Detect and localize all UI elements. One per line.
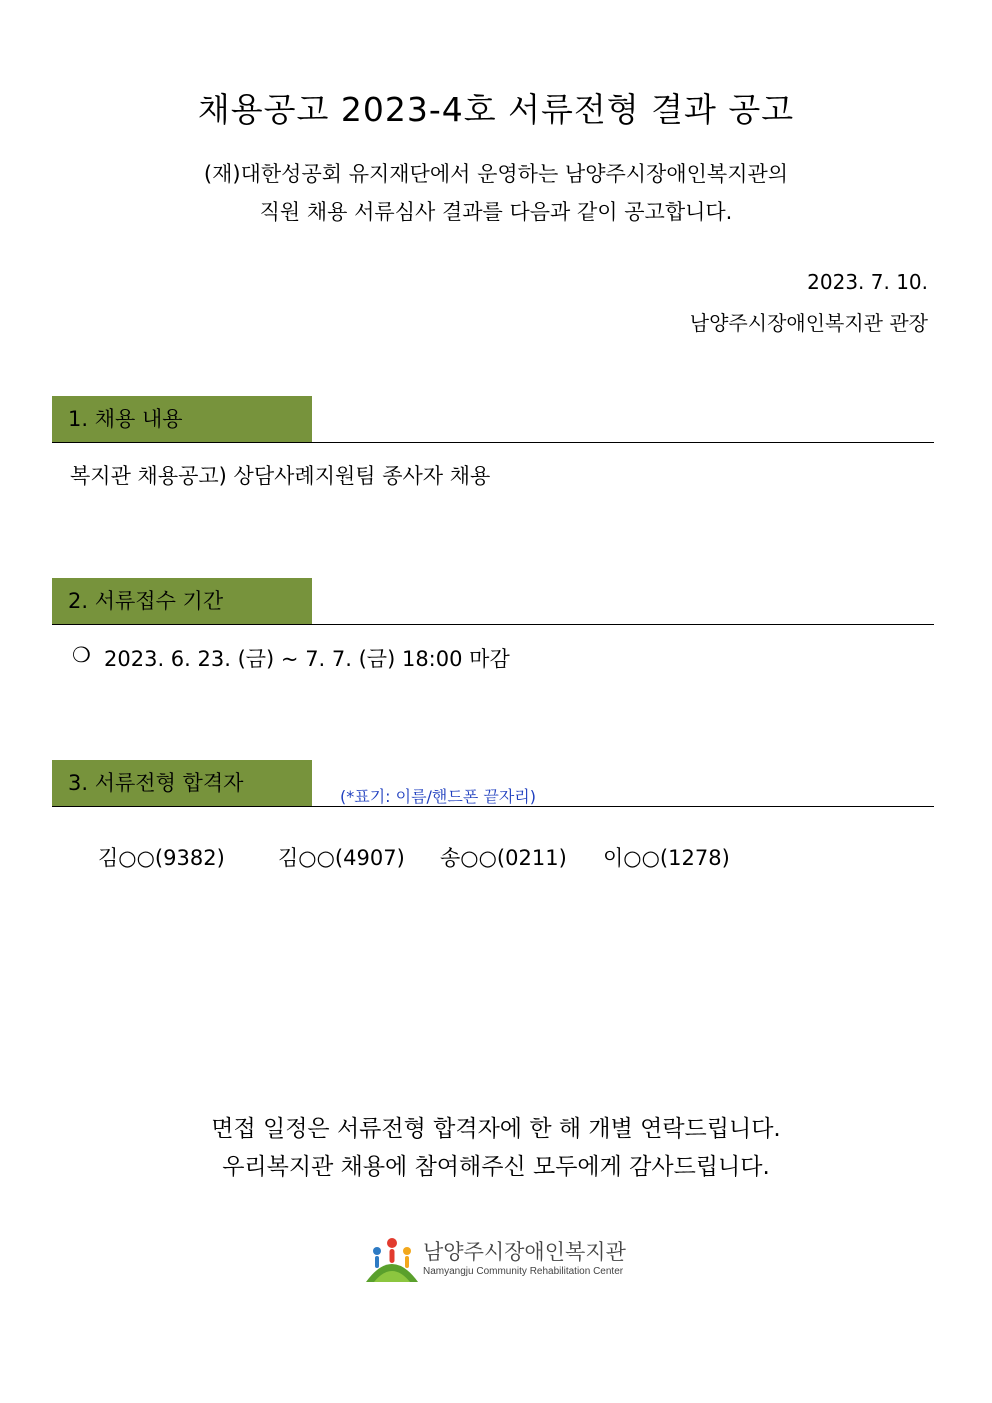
issuer: 남양주시장애인복지관 관장: [689, 311, 928, 335]
candidate-4: 이○○(1278): [603, 846, 730, 870]
section-3-heading: 3. 서류전형 합격자: [52, 760, 312, 806]
section-2-divider: [52, 624, 934, 625]
announcement-date: 2023. 7. 10.: [807, 270, 928, 294]
candidate-1: 김○○(9382): [98, 846, 225, 870]
center-logo-icon: [364, 1234, 420, 1286]
section-1-divider: [52, 442, 934, 443]
intro-line-2: 직원 채용 서류심사 결과를 다음과 같이 공고합니다.: [259, 200, 733, 224]
section-3-divider: [52, 806, 934, 807]
closing-line-1: 면접 일정은 서류전형 합격자에 한 해 개별 연락드립니다.: [211, 1116, 781, 1142]
section-3-note: (*표기: 이름/핸드폰 끝자리): [340, 787, 536, 806]
candidate-3: 송○○(0211): [440, 846, 567, 870]
intro-line-1: (재)대한성공회 유지재단에서 운영하는 남양주시장애인복지관의: [203, 162, 789, 186]
logo-subtitle: Namyangju Community Rehabilitation Center: [423, 1266, 624, 1277]
section-2-bullet: ❍: [72, 643, 91, 667]
closing-line-2: 우리복지관 채용에 참여해주신 모두에게 감사드립니다.: [222, 1154, 770, 1180]
section-1-heading: 1. 채용 내용: [52, 396, 312, 442]
page-title: 채용공고 2023-4호 서류전형 결과 공고: [197, 90, 795, 129]
section-2-heading: 2. 서류접수 기간: [52, 578, 312, 624]
logo-name: 남양주시장애인복지관: [423, 1240, 626, 1264]
candidate-2: 김○○(4907): [278, 846, 405, 870]
section-2-content: 2023. 6. 23. (금) ~ 7. 7. (금) 18:00 마감: [104, 647, 510, 671]
section-1-content: 복지관 채용공고) 상담사례지원팀 종사자 채용: [70, 464, 491, 488]
